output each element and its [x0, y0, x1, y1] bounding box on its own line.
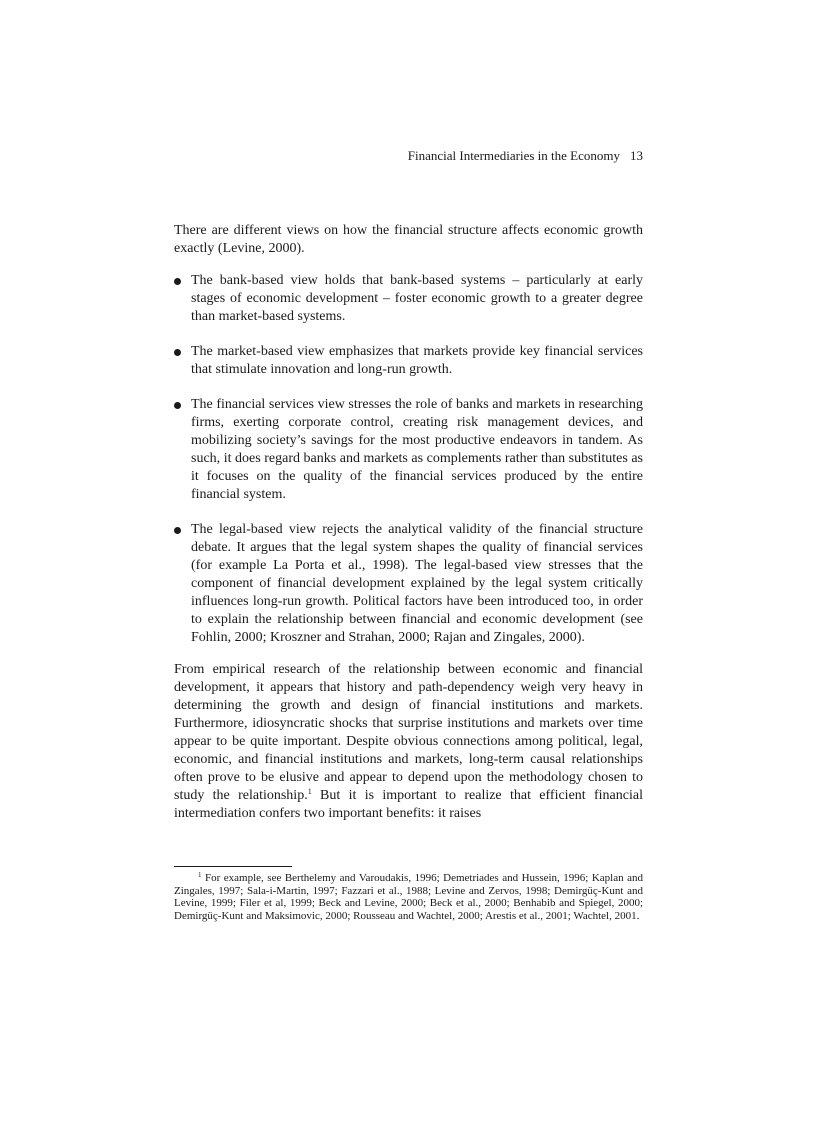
- footnote-marker: 1: [198, 871, 202, 879]
- footnote-reference[interactable]: 1: [307, 787, 312, 796]
- page-number: 13: [630, 148, 643, 163]
- bullet-icon: [174, 278, 181, 285]
- list-item-text: The bank-based view holds that bank-based systems – particularly at early stages of economic development – foster economic growth to a greater degree than market-based systems.: [191, 273, 643, 324]
- bullet-icon: [174, 527, 181, 534]
- bullet-icon: [174, 402, 181, 409]
- closing-text-after: But it is important to realize that efficient financial intermediation confers two important benefits: it raises: [174, 788, 643, 821]
- bullet-icon: [174, 349, 181, 356]
- footnote-divider: [174, 866, 292, 867]
- intro-paragraph: There are different views on how the financial structure affects economic growth exactly (Levine, 2000).: [174, 223, 643, 256]
- running-head: [408, 148, 643, 164]
- list-item: [174, 272, 643, 326]
- list-item: [174, 343, 643, 379]
- footnote: [174, 872, 643, 922]
- footnote-text: For example, see Berthelemy and Varoudakis, 1996; Demetriades and Hussein, 1996; Kaplan and Zingales, 1997; Sala-i-Martin, 1997; Fazzari et al., 1988; Levine and Zervos, 1998; Demirgüç-Kunt and Levine, 1999; Filer et al, 1999; Beck and Levine, 2000; Beck et al., 2000; Benhabib and Spiegel, 2000; Demirgüç-Kunt and Maksimovic, 2000; Rousseau and Wachtel, 2000; Arestis et al., 2001; Wachtel, 2001.: [174, 872, 643, 922]
- list-item-text: The financial services view stresses the role of banks and markets in researching firms, exerting corporate control, creating risk management devices, and mobilizing society’s savings for the most productive endeavors in tandem. As such, it does regard banks and markets as complements rather than substitutes as it focuses on the quality of the financial services produced by the entire financial system.: [191, 397, 643, 502]
- list-item-text: The market-based view emphasizes that markets provide key financial services that stimulate innovation and long-run growth.: [191, 344, 643, 377]
- list-item: [174, 521, 643, 647]
- closing-paragraph: [174, 661, 643, 823]
- list-item: [174, 396, 643, 504]
- views-list: [174, 272, 643, 647]
- body-text: [174, 222, 643, 823]
- running-head-title: Financial Intermediaries in the Economy: [407, 148, 620, 163]
- closing-text-before: From empirical research of the relationship between economic and financial development, it appears that history and path-dependency weigh very heavy in determining the growth and design of financial institutions and markets. Furthermore, idiosyncratic shocks that surprise institutions and markets over time appear to be quite important. Despite obvious connections among political, legal, economic, and financial institutions and markets, long-term causal relationships often prove to be elusive and appear to depend upon the methodology chosen to study the relationship.: [174, 662, 643, 803]
- list-item-text: The legal-based view rejects the analytical validity of the financial structure debate. It argues that the legal system shapes the quality of financial services (for example La Porta et al., 1998). The legal-based view stresses that the component of financial development explained by the legal system critically influences long-run growth. Political factors have been introduced too, in order to explain the relationship between financial and economic development (see Fohlin, 2000; Kroszner and Strahan, 2000; Rajan and Zingales, 2000).: [191, 522, 643, 645]
